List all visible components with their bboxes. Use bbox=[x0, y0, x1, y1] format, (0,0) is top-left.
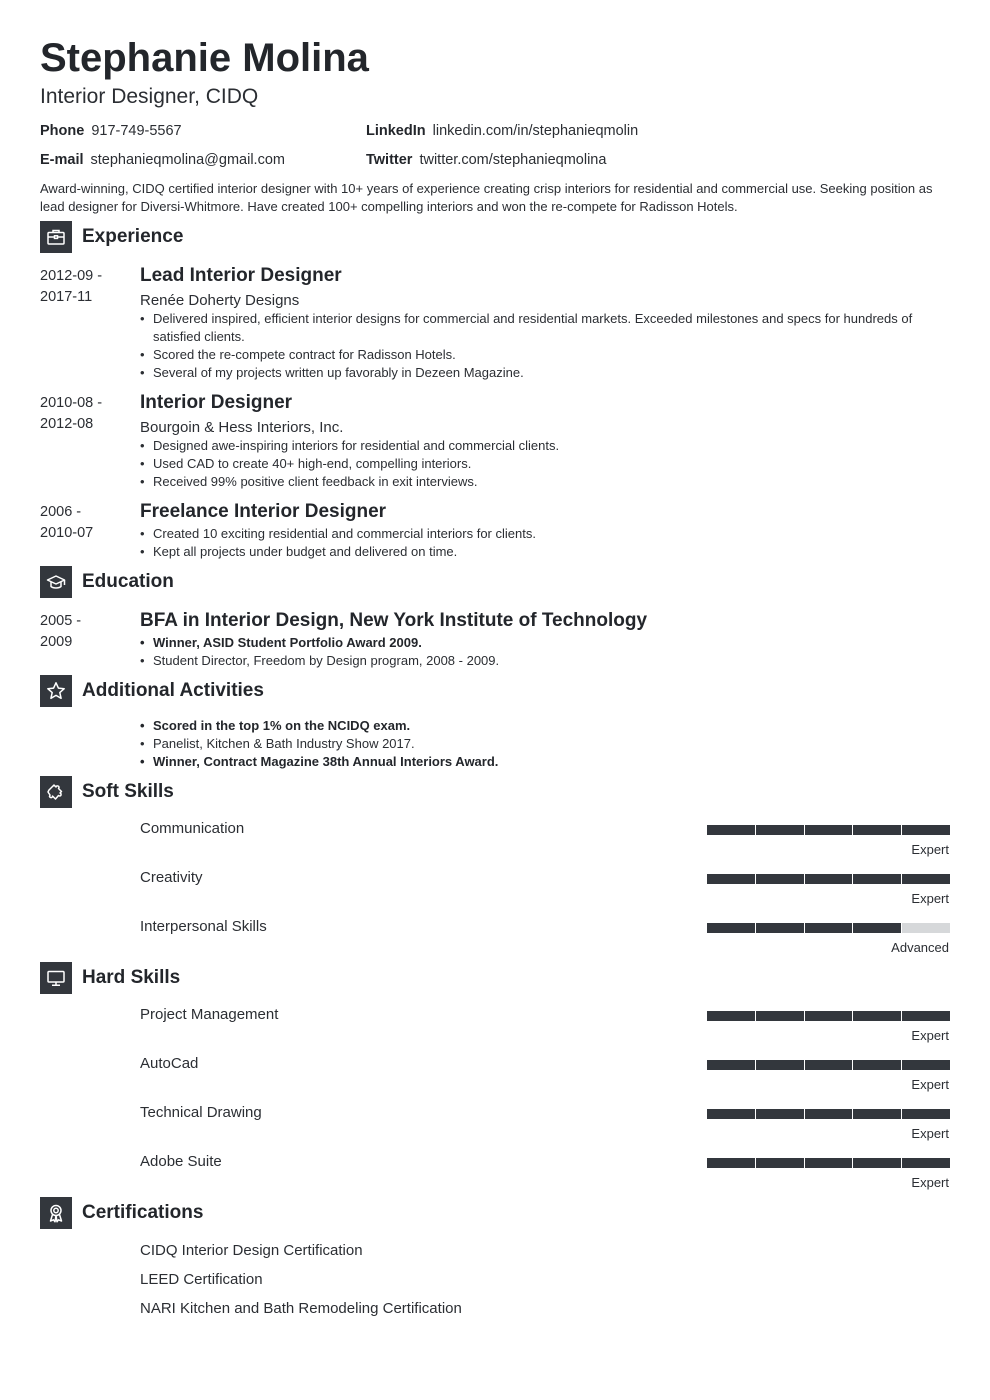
skill-rating-bar bbox=[707, 1109, 950, 1119]
date-start: 2005 - bbox=[40, 613, 82, 629]
skill-rating-segment bbox=[902, 825, 950, 835]
education-degree: BFA in Interior Design, New York Institute of Technology bbox=[140, 610, 648, 631]
list-item: • Used CAD to create 40+ high-end, compelling interiors. bbox=[140, 455, 940, 473]
skill-name: AutoCad bbox=[140, 1055, 199, 1072]
skill-rating-segment bbox=[805, 825, 853, 835]
date-end: 2017-11 bbox=[40, 289, 93, 305]
skill-name: Technical Drawing bbox=[140, 1104, 262, 1121]
skill-name: Adobe Suite bbox=[140, 1153, 222, 1170]
skill-rating-segment bbox=[805, 1011, 853, 1021]
job-role: Interior Designer bbox=[140, 392, 293, 413]
list-item: • Scored in the top 1% on the NCIDQ exam. bbox=[140, 717, 940, 735]
skill-level: Expert bbox=[911, 1126, 949, 1141]
skill-rating-segment bbox=[756, 874, 804, 884]
date-start: 2012-09 - bbox=[40, 268, 103, 284]
skill-level: Advanced bbox=[891, 940, 949, 955]
contact-label: Phone bbox=[40, 123, 85, 139]
skill-rating-segment bbox=[853, 1158, 901, 1168]
skill-name: Interpersonal Skills bbox=[140, 918, 267, 935]
section-title-certifications: Certifications bbox=[82, 1202, 204, 1223]
list-item: • Panelist, Kitchen & Bath Industry Show 2017. bbox=[140, 735, 940, 753]
contact-email bbox=[40, 151, 285, 169]
skill-rating-segment bbox=[805, 1158, 853, 1168]
date-end: 2009 bbox=[40, 634, 73, 650]
star-icon bbox=[40, 675, 72, 707]
skill-rating-segment bbox=[756, 923, 804, 933]
skill-rating-segment bbox=[756, 1060, 804, 1070]
skill-name: Communication bbox=[140, 820, 245, 837]
job-bullets bbox=[140, 525, 940, 561]
monitor-icon bbox=[40, 962, 72, 994]
skill-rating-segment bbox=[756, 825, 804, 835]
skill-level: Expert bbox=[911, 1077, 949, 1092]
contact-value: 917-749-5567 bbox=[91, 123, 182, 139]
date-end: 2010-07 bbox=[40, 525, 94, 541]
skill-rating-segment bbox=[805, 1109, 853, 1119]
activities-bullets bbox=[140, 717, 940, 771]
skill-name: Project Management bbox=[140, 1006, 279, 1023]
skill-rating-bar bbox=[707, 923, 950, 933]
skill-name: Creativity bbox=[140, 869, 203, 886]
skill-rating-segment bbox=[707, 1109, 755, 1119]
contact-label: LinkedIn bbox=[366, 123, 426, 139]
list-item: • Several of my projects written up favorably in Dezeen Magazine. bbox=[140, 364, 940, 382]
skill-rating-segment bbox=[805, 923, 853, 933]
job-role: Lead Interior Designer bbox=[140, 265, 342, 286]
skill-level: Expert bbox=[911, 842, 949, 857]
certification-item: CIDQ Interior Design Certification bbox=[140, 1242, 363, 1259]
skill-rating-segment bbox=[707, 874, 755, 884]
skill-rating-segment bbox=[756, 1158, 804, 1168]
candidate-name: Stephanie Molina bbox=[40, 36, 369, 80]
education-date bbox=[40, 611, 130, 653]
section-title-activities: Additional Activities bbox=[82, 680, 264, 701]
skill-rating-bar bbox=[707, 825, 950, 835]
job-date bbox=[40, 502, 130, 544]
skill-rating-segment bbox=[756, 1011, 804, 1021]
skill-rating-bar bbox=[707, 874, 950, 884]
skill-level: Expert bbox=[911, 891, 949, 906]
list-item: • Winner, ASID Student Portfolio Award 2009. bbox=[140, 634, 940, 652]
skill-rating-segment bbox=[853, 1109, 901, 1119]
job-role: Freelance Interior Designer bbox=[140, 501, 387, 522]
skill-rating-segment bbox=[707, 1011, 755, 1021]
list-item: • Winner, Contract Magazine 38th Annual Interiors Award. bbox=[140, 753, 940, 771]
summary: Award-winning, CIDQ certified interior designer with 10+ years of experience creating crisp interiors for residential and commercial use. Seeking position as lead designer for Diversi-Whitmore. Have created 100+ compelling interiors and won the re-compete for Radisson Hotels. bbox=[40, 181, 933, 214]
skill-rating-segment bbox=[756, 1109, 804, 1119]
contact-twitter bbox=[366, 151, 606, 169]
skill-rating-segment bbox=[853, 1060, 901, 1070]
candidate-title: Interior Designer, CIDQ bbox=[40, 85, 259, 108]
skill-rating-segment bbox=[902, 1060, 950, 1070]
award-ribbon-icon bbox=[40, 1197, 72, 1229]
list-item: • Received 99% positive client feedback in exit interviews. bbox=[140, 473, 940, 491]
skill-rating-segment bbox=[902, 1158, 950, 1168]
skill-rating-segment bbox=[902, 874, 950, 884]
skill-rating-segment bbox=[805, 874, 853, 884]
date-end: 2012-08 bbox=[40, 416, 94, 432]
job-bullets bbox=[140, 437, 940, 491]
list-item: • Created 10 exciting residential and commercial interiors for clients. bbox=[140, 525, 940, 543]
skill-rating-segment bbox=[902, 1011, 950, 1021]
skill-rating-segment bbox=[853, 825, 901, 835]
skill-rating-segment bbox=[707, 1060, 755, 1070]
section-title-education: Education bbox=[82, 571, 174, 592]
skill-rating-segment bbox=[805, 1060, 853, 1070]
skill-rating-bar bbox=[707, 1060, 950, 1070]
certification-item: LEED Certification bbox=[140, 1271, 263, 1288]
skill-rating-segment bbox=[853, 1011, 901, 1021]
job-company: Bourgoin & Hess Interiors, Inc. bbox=[140, 419, 344, 436]
contact-value: linkedin.com/in/stephanieqmolin bbox=[432, 123, 639, 139]
education-bullets bbox=[140, 634, 940, 670]
skill-rating-segment bbox=[853, 874, 901, 884]
skill-rating-segment bbox=[707, 825, 755, 835]
certification-item: NARI Kitchen and Bath Remodeling Certification bbox=[140, 1300, 462, 1317]
contact-value: stephanieqmolina@gmail.com bbox=[90, 152, 285, 168]
contact-linkedin bbox=[366, 122, 638, 140]
skill-level: Expert bbox=[911, 1175, 949, 1190]
skill-rating-segment bbox=[902, 1109, 950, 1119]
puzzle-icon bbox=[40, 776, 72, 808]
skill-rating-segment bbox=[853, 923, 901, 933]
date-start: 2006 - bbox=[40, 504, 82, 520]
list-item: • Student Director, Freedom by Design program, 2008 - 2009. bbox=[140, 652, 940, 670]
skill-rating-segment bbox=[707, 1158, 755, 1168]
contact-value: twitter.com/stephanieqmolina bbox=[419, 152, 607, 168]
job-date bbox=[40, 266, 130, 308]
briefcase-icon bbox=[40, 221, 72, 253]
contact-label: Twitter bbox=[366, 152, 413, 168]
skill-rating-segment bbox=[902, 923, 950, 933]
skill-rating-segment bbox=[707, 923, 755, 933]
contact-phone bbox=[40, 122, 182, 140]
job-company: Renée Doherty Designs bbox=[140, 292, 300, 309]
list-item: • Scored the re-compete contract for Radisson Hotels. bbox=[140, 346, 940, 364]
skill-rating-bar bbox=[707, 1158, 950, 1168]
section-title-hard-skills: Hard Skills bbox=[82, 967, 181, 988]
section-title-soft-skills: Soft Skills bbox=[82, 781, 174, 802]
job-date bbox=[40, 393, 130, 435]
graduation-cap-icon bbox=[40, 566, 72, 598]
date-start: 2010-08 - bbox=[40, 395, 103, 411]
job-bullets bbox=[140, 310, 940, 382]
list-item: • Kept all projects under budget and delivered on time. bbox=[140, 543, 940, 561]
contact-label: E-mail bbox=[40, 152, 84, 168]
list-item: • Designed awe-inspiring interiors for residential and commercial clients. bbox=[140, 437, 940, 455]
section-title-experience: Experience bbox=[82, 226, 184, 247]
skill-rating-bar bbox=[707, 1011, 950, 1021]
skill-level: Expert bbox=[911, 1028, 949, 1043]
list-item: • Delivered inspired, efficient interior designs for commercial and residential markets. Exceeded milestones and specs for hundreds of satisfied clients. bbox=[140, 310, 940, 346]
